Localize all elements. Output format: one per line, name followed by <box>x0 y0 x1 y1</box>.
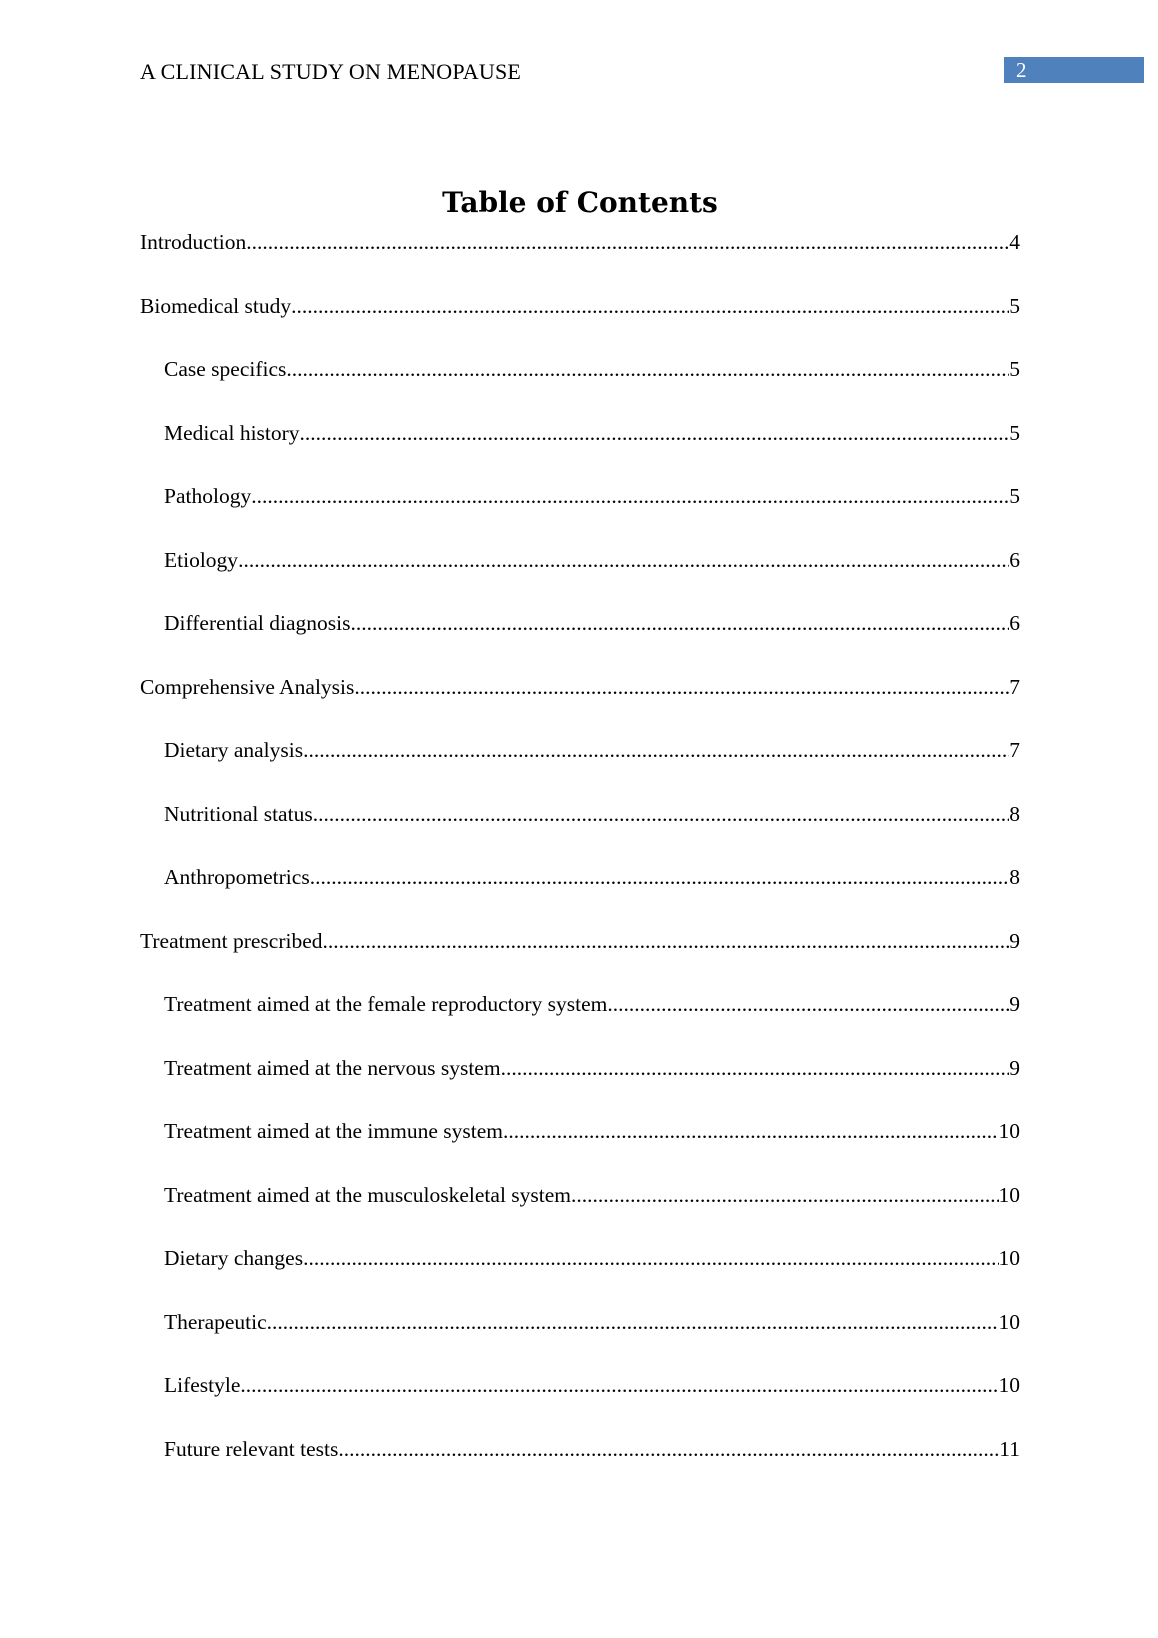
toc-entry-page: 10 <box>998 1309 1020 1334</box>
toc-entry-etiology[interactable] <box>140 545 1020 609</box>
toc-entry-page: 5 <box>1009 357 1020 381</box>
toc-entry-label: Treatment aimed at the nervous system <box>164 1055 501 1080</box>
toc-entry-page: 9 <box>1009 992 1020 1016</box>
toc-entry-label: Case specifics <box>164 357 287 381</box>
toc-dot-leader <box>313 799 1010 829</box>
toc-dot-leader <box>503 1116 999 1146</box>
toc-entry-page: 11 <box>999 1436 1020 1461</box>
toc-dot-leader <box>303 1243 998 1273</box>
toc-entry-treatment-nervous-system[interactable] <box>140 1053 1020 1117</box>
toc-entry-page: 5 <box>1009 420 1020 445</box>
toc-entry-page: 8 <box>1009 801 1020 826</box>
toc-title: Table of Contents <box>442 186 718 219</box>
toc-entry-label: Treatment aimed at the musculoskeletal system <box>164 1182 572 1207</box>
toc-entry-treatment-female-reproductory[interactable] <box>140 989 1020 1053</box>
toc-dot-leader <box>251 481 1009 511</box>
toc-dot-leader <box>501 1053 1010 1083</box>
toc-entry-dietary-changes[interactable] <box>140 1243 1020 1307</box>
toc-entry-introduction[interactable] <box>140 227 1020 291</box>
toc-dot-leader <box>310 862 1010 892</box>
toc-entry-pathology[interactable] <box>140 481 1020 545</box>
toc-entry-label: Pathology <box>164 484 252 508</box>
toc-entry-label: Etiology <box>164 547 239 572</box>
toc-entry-page: 6 <box>1009 547 1020 572</box>
toc-entry-label: Differential diagnosis <box>164 611 351 635</box>
toc-dot-leader <box>286 354 1009 384</box>
toc-entry-label: Lifestyle <box>164 1373 241 1397</box>
toc-entry-medical-history[interactable] <box>140 418 1020 482</box>
toc-entry-case-specifics[interactable] <box>140 354 1020 418</box>
toc-entry-label: Treatment aimed at the immune system <box>164 1119 503 1143</box>
toc-dot-leader <box>291 291 1009 321</box>
toc-dot-leader <box>246 227 1009 257</box>
toc-entry-page: 7 <box>1009 738 1020 762</box>
toc-entry-label: Biomedical study <box>140 293 292 318</box>
toc-entry-treatment-prescribed[interactable] <box>140 926 1020 990</box>
page-number: 2 <box>1016 58 1027 82</box>
toc-entry-label: Treatment prescribed <box>140 928 323 953</box>
toc-entry-page: 9 <box>1009 928 1020 953</box>
toc-entry-future-relevant-tests[interactable] <box>140 1434 1020 1498</box>
toc-dot-leader <box>303 735 1009 765</box>
page-number-badge <box>1004 57 1144 83</box>
toc-entry-page: 10 <box>998 1119 1020 1143</box>
toc-entry-label: Treatment aimed at the female reproductory system <box>164 992 608 1016</box>
toc-dot-leader <box>323 926 1010 956</box>
toc-entry-label: Dietary changes <box>164 1246 304 1270</box>
toc-entry-page: 7 <box>1009 674 1020 699</box>
toc-entry-page: 10 <box>998 1182 1020 1207</box>
toc-entry-therapeutic[interactable] <box>140 1307 1020 1371</box>
toc-entry-label: Therapeutic <box>164 1309 267 1334</box>
toc-entry-label: Future relevant tests <box>164 1436 339 1461</box>
toc-entry-page: 4 <box>1009 230 1020 254</box>
toc-entry-label: Dietary analysis <box>164 738 304 762</box>
toc-entry-page: 5 <box>1009 293 1020 318</box>
toc-entry-page: 5 <box>1009 484 1020 508</box>
toc-entry-lifestyle[interactable] <box>140 1370 1020 1434</box>
toc-entry-nutritional-status[interactable] <box>140 799 1020 863</box>
toc-entry-treatment-immune-system[interactable] <box>140 1116 1020 1180</box>
toc-entry-biomedical-study[interactable] <box>140 291 1020 355</box>
toc-dot-leader <box>267 1307 999 1337</box>
toc-entry-label: Nutritional status <box>164 801 313 826</box>
toc-dot-leader <box>240 1370 998 1400</box>
toc-dot-leader <box>300 418 1010 448</box>
toc-entry-anthropometrics[interactable] <box>140 862 1020 926</box>
toc-entry-differential-diagnosis[interactable] <box>140 608 1020 672</box>
toc-dot-leader <box>351 608 1010 638</box>
toc-entry-page: 9 <box>1009 1055 1020 1080</box>
toc-entry-label: Comprehensive Analysis <box>140 674 355 699</box>
toc-dot-leader <box>354 672 1009 702</box>
toc-entry-label: Introduction <box>140 230 247 254</box>
toc-entry-page: 10 <box>998 1373 1020 1397</box>
toc-entry-dietary-analysis[interactable] <box>140 735 1020 799</box>
toc-entry-label: Medical history <box>164 420 300 445</box>
toc-entry-page: 10 <box>998 1246 1020 1270</box>
running-head-title: A CLINICAL STUDY ON MENOPAUSE <box>140 59 522 84</box>
toc-list <box>140 227 1020 1497</box>
toc-entry-label: Anthropometrics <box>164 865 310 889</box>
toc-dot-leader <box>607 989 1009 1019</box>
toc-entry-page: 8 <box>1009 865 1020 889</box>
toc-entry-treatment-musculoskeletal[interactable] <box>140 1180 1020 1244</box>
toc-entry-comprehensive-analysis[interactable] <box>140 672 1020 736</box>
toc-dot-leader <box>571 1180 998 1210</box>
toc-entry-page: 6 <box>1009 611 1020 635</box>
toc-dot-leader <box>338 1434 999 1464</box>
toc-dot-leader <box>238 545 1009 575</box>
